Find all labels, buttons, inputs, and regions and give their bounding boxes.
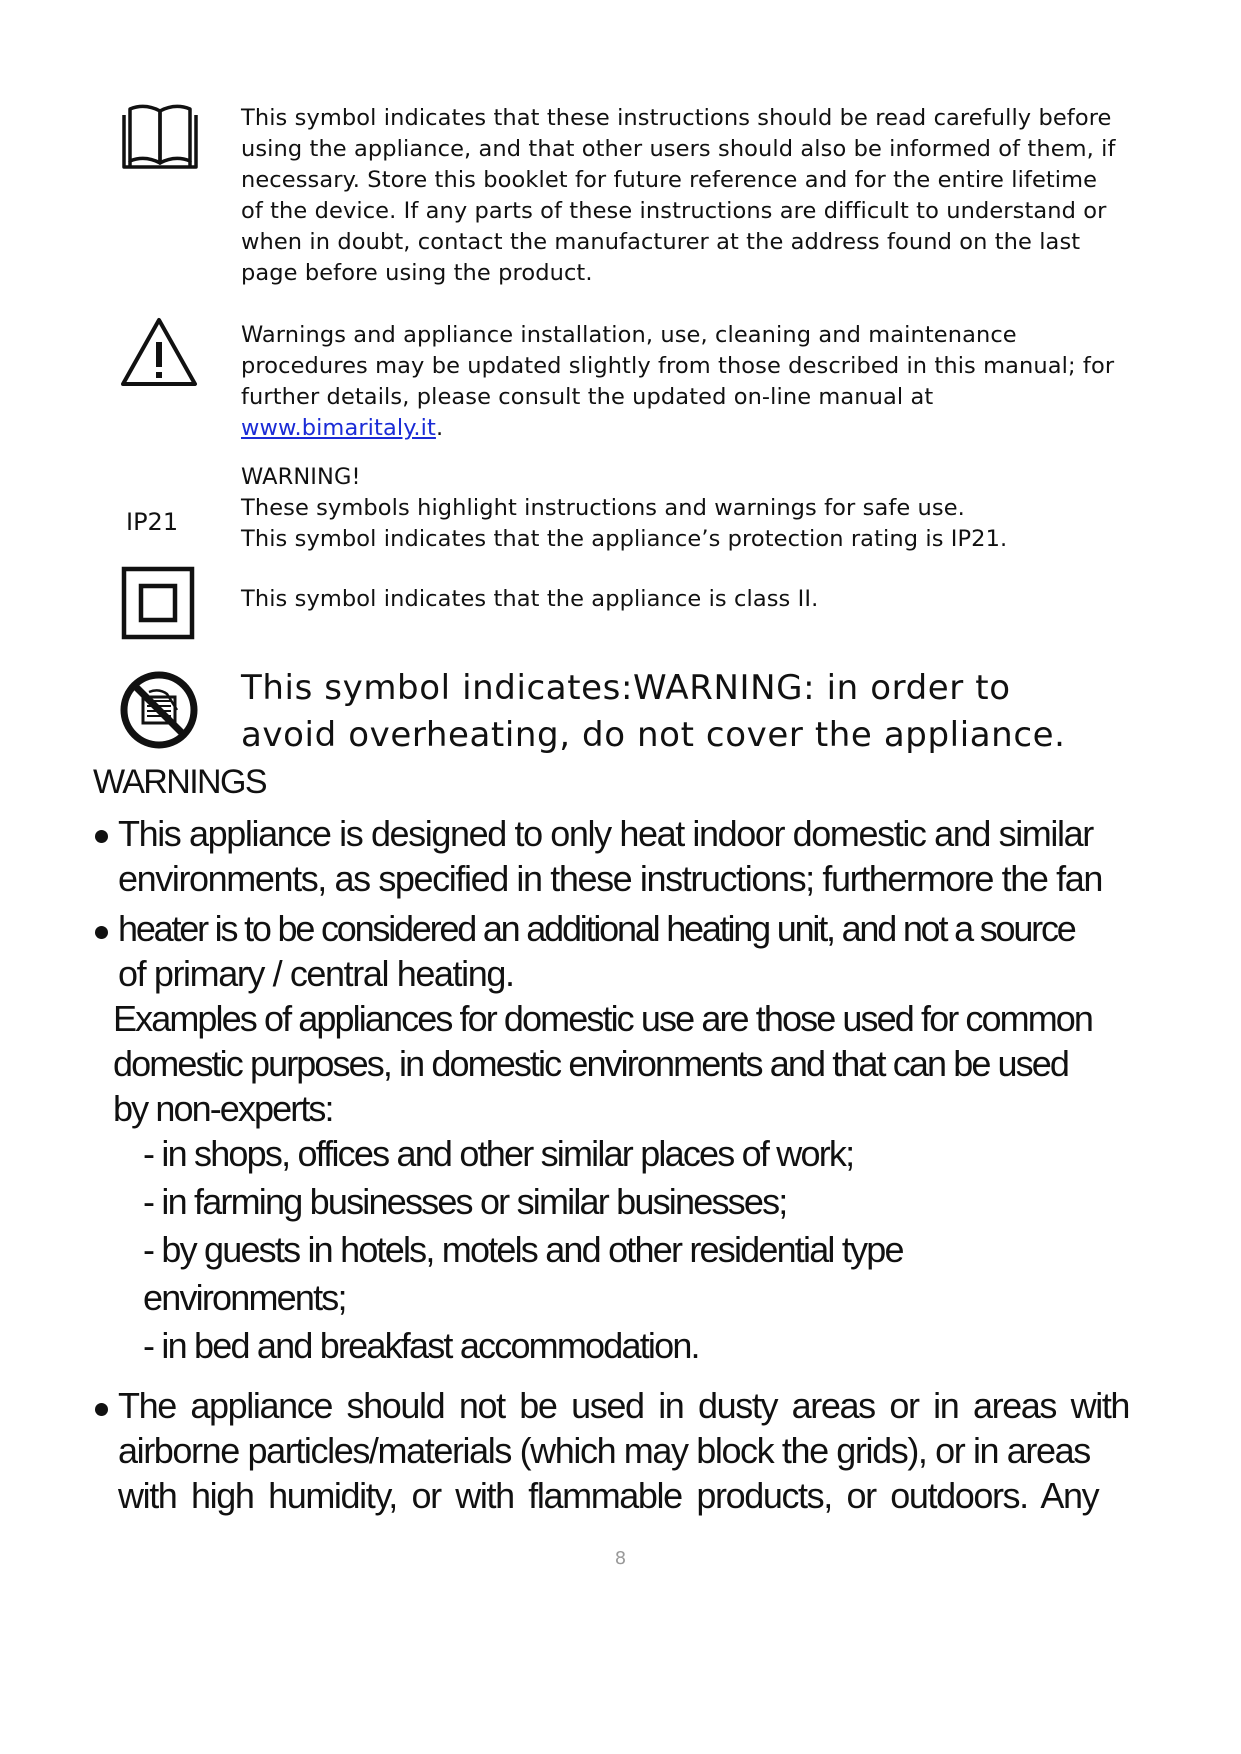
- list-item: - in farming businesses or similar businesses;: [143, 1181, 787, 1222]
- warnings-heading: WARNINGS: [93, 763, 266, 801]
- link-line: [241, 413, 1141, 444]
- list-item: - in shops, offices and other similar places of work;: [143, 1133, 854, 1174]
- page-number: 8: [614, 1548, 627, 1569]
- text-line: airborne particles/materials (which may block the grids), or in areas: [118, 1430, 1090, 1471]
- text-line: with high humidity, or with flammable products, or outdoors. Any: [118, 1475, 1099, 1516]
- warning-title: WARNING!: [241, 464, 361, 490]
- caution-text: [241, 320, 1141, 444]
- list-item: environments;: [143, 1277, 346, 1318]
- bullet-icon: [95, 926, 108, 939]
- text-line: The appliance should not be used in dusty areas or in areas with: [118, 1385, 1130, 1426]
- examples-paragraph: [113, 996, 1092, 1131]
- warning-bullet-3: [118, 1383, 1143, 1518]
- text-line: of the device. If any parts of these instructions are difficult to understand or: [241, 198, 1107, 224]
- book-icon: [120, 103, 200, 171]
- text-line: further details, please consult the updated on-line manual at: [241, 384, 934, 410]
- read-instructions-text: [241, 103, 1141, 289]
- bullet-icon: [95, 1403, 108, 1416]
- caution-triangle-icon: [119, 316, 199, 388]
- text-line: of primary / central heating.: [118, 953, 514, 994]
- bullet-icon: [95, 830, 108, 843]
- manual-website-link[interactable]: www.bimaritaly.it: [241, 415, 436, 441]
- text-line: Examples of appliances for domestic use are those used for common: [113, 998, 1093, 1039]
- text-line: avoid overheating, do not cover the appliance.: [241, 715, 1066, 755]
- text-line: This symbol indicates:WARNING: in order to: [241, 668, 1011, 708]
- text-line: by non-experts:: [113, 1088, 333, 1129]
- text-line: heater is to be considered an additional heating unit, and not a source: [118, 908, 1075, 949]
- text-line: necessary. Store this booklet for future reference and for the entire lifetime: [241, 167, 1098, 193]
- text-line: using the appliance, and that other users should also be informed of them, if: [241, 136, 1116, 162]
- text-line: domestic purposes, in domestic environments and that can be used: [113, 1043, 1069, 1084]
- warning-bullet-2: [118, 906, 1075, 996]
- list-item: - in bed and breakfast accommodation.: [143, 1325, 699, 1366]
- warning-bullet-1: [118, 811, 1102, 901]
- do-not-cover-text: [241, 665, 1141, 759]
- text-line: when in doubt, contact the manufacturer at the address found on the last: [241, 229, 1081, 255]
- ip21-description: This symbol indicates that the appliance’s protection rating is IP21.: [241, 526, 1008, 552]
- text-line: procedures may be updated slightly from those described in this manual; for: [241, 353, 1115, 379]
- text-line: environments, as specified in these instructions; furthermore the fan: [118, 858, 1102, 899]
- list-item: - by guests in hotels, motels and other residential type: [143, 1229, 903, 1270]
- examples-list: [143, 1130, 903, 1370]
- class-ii-description: This symbol indicates that the appliance is class II.: [241, 586, 819, 612]
- text-line: page before using the product.: [241, 260, 593, 286]
- ip21-label: IP21: [126, 508, 179, 536]
- warning-text: [241, 462, 1141, 555]
- do-not-cover-icon: [119, 670, 199, 750]
- warning-description: These symbols highlight instructions and warnings for safe use.: [241, 495, 965, 521]
- class-ii-icon: [121, 566, 195, 640]
- text-line: Warnings and appliance installation, use, cleaning and maintenance: [241, 322, 1017, 348]
- text-line: This appliance is designed to only heat indoor domestic and similar: [118, 813, 1093, 854]
- text-line: This symbol indicates that these instructions should be read carefully before: [241, 105, 1112, 131]
- link-period: .: [435, 415, 444, 441]
